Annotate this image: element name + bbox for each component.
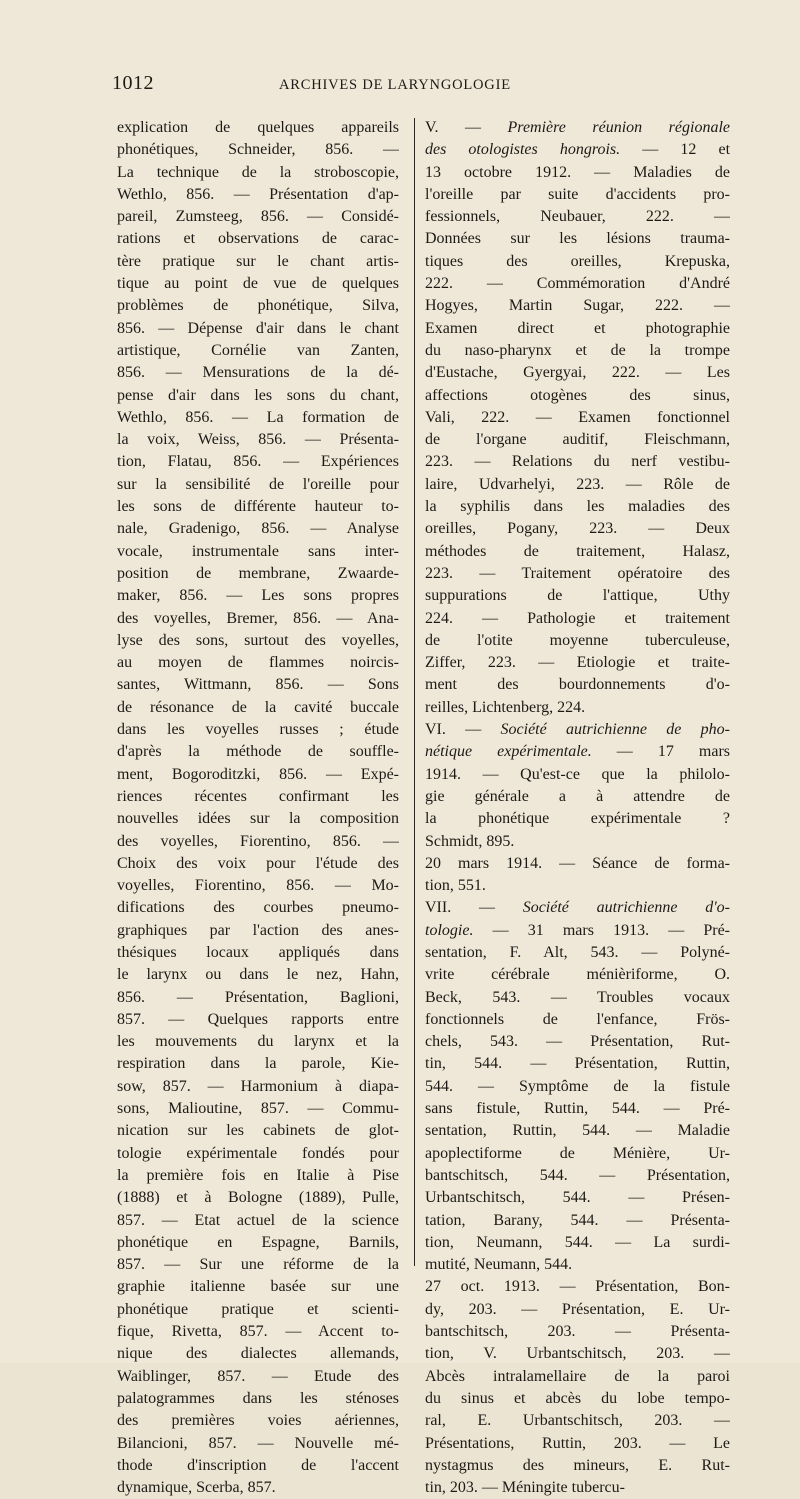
text-segment: Abcès intralamellaire de la paroi (425, 1367, 730, 1385)
text-line (425, 541, 730, 563)
text-line (425, 1433, 730, 1455)
text-line: position de membrane, Zwaarde- (117, 564, 399, 582)
text-line (425, 1343, 730, 1365)
text-line (425, 496, 730, 518)
text-line (425, 1366, 730, 1388)
text-line: des voyelles, Fiorentino, 856. — (117, 832, 399, 850)
text-line: les mouvements du larynx et la (117, 1033, 399, 1051)
text-segment: 544. — Symptôme de la fistule (425, 1077, 730, 1095)
text-segment: 223. — Relations du nerf vestibu- (425, 453, 730, 471)
text-line: riences récentes confirmant les (117, 787, 399, 805)
text-line: tique au point de vue de quelques (117, 275, 399, 293)
text-line: nication sur les cabinets de glot- (117, 1122, 399, 1140)
text-line (425, 1009, 730, 1031)
text-line: les sons de différente hauteur to- (117, 498, 399, 516)
text-line (425, 1477, 730, 1499)
text-segment: affections otogènes des sinus, (425, 386, 730, 404)
text-line: dans les voyelles russes ; étude (117, 721, 399, 739)
text-segment: sans fistule, Ruttin, 544. — Pré- (425, 1100, 730, 1118)
text-segment: Examen direct et photographie (425, 319, 730, 337)
text-segment: VII. — (425, 899, 523, 917)
text-line (425, 518, 730, 540)
text-segment: Urbantschitsch, 544. — Présen- (425, 1189, 730, 1207)
text-line: fique, Rivetta, 857. — Accent to- (117, 1323, 399, 1341)
text-line: Bilancioni, 857. — Nouvelle mé- (117, 1434, 399, 1452)
text-line: pareil, Zumsteeg, 856. — Considé- (117, 208, 399, 226)
text-line: nale, Gradenigo, 856. — Analyse (117, 520, 399, 538)
text-line: 856. — Mensurations de la dé- (117, 364, 399, 382)
text-line: santes, Wittmann, 856. — Sons (117, 676, 399, 694)
text-line (425, 407, 730, 429)
text-line: phonétique pratique et scienti- (117, 1300, 399, 1318)
text-line (425, 563, 730, 585)
text-line (425, 1321, 730, 1343)
text-segment: sentation, Ruttin, 544. — Maladie (425, 1122, 730, 1140)
text-line (425, 875, 730, 897)
text-line (425, 429, 730, 451)
text-line: rations et observations de carac- (117, 230, 399, 248)
text-segment: de l'otite moyenne tuberculeuse, (425, 631, 730, 649)
text-segment: Ziffer, 223. — Etiologie et traite- (425, 654, 730, 672)
text-line: 857. — Etat actuel de la science (117, 1211, 399, 1229)
text-line (425, 920, 730, 942)
text-line: sur la sensibilité de l'oreille pour (117, 475, 399, 493)
text-line: sons, Malioutine, 857. — Commu- (117, 1100, 399, 1118)
text-line (425, 139, 730, 161)
text-line (425, 228, 730, 250)
text-line: (1888) et à Bologne (1889), Pulle, (117, 1189, 399, 1207)
text-segment: tation, Barany, 544. — Présenta- (425, 1211, 730, 1229)
text-line: 857. — Quelques rapports entre (117, 1010, 399, 1028)
text-line (425, 251, 730, 273)
text-line: graphiques par l'action des anes- (117, 921, 399, 939)
text-segment: tin, 203. — Méningite tubercu- (425, 1479, 625, 1497)
text-segment: l'oreille par suite d'accidents pro- (425, 185, 730, 203)
text-line: pense d'air dans les sons du chant, (117, 386, 399, 404)
text-segment: la phonétique expérimentale ? (425, 810, 730, 828)
text-line (425, 741, 730, 763)
italic-heading-segment: nétique expérimentale. (425, 743, 592, 761)
text-segment: gie générale a à attendre de (425, 787, 730, 805)
text-line (425, 385, 730, 407)
text-line: au moyen de flammes noircis- (117, 654, 399, 672)
italic-heading-segment: des otologistes hongrois. (425, 141, 621, 159)
running-title: ARCHIVES DE LARYNGOLOGIE (279, 77, 511, 93)
text-line: des voyelles, Bremer, 856. — Ana- (117, 609, 399, 627)
right-column (425, 117, 730, 1499)
text-segment: — 17 mars (591, 743, 730, 761)
text-line (425, 719, 730, 741)
text-line (425, 652, 730, 674)
text-line (425, 273, 730, 295)
text-line (425, 1455, 730, 1477)
text-line: artistique, Cornélie van Zanten, (117, 341, 399, 359)
italic-heading-segment: Société autrichienne d'o- (522, 899, 730, 917)
text-line (425, 1276, 730, 1298)
text-line: La technique de la stroboscopie, (117, 163, 399, 181)
text-line (425, 1143, 730, 1165)
text-segment: mutité, Neumann, 544. (425, 1256, 573, 1274)
text-line (425, 1120, 730, 1142)
text-line: 856. — Dépense d'air dans le chant (117, 319, 399, 337)
text-line (425, 853, 730, 875)
text-line: maker, 856. — Les sons propres (117, 587, 399, 605)
text-line: nique des dialectes allemands, (117, 1345, 399, 1363)
text-segment: oreilles, Pogany, 223. — Deux (425, 520, 730, 538)
text-segment: tion, Neumann, 544. — La surdi- (425, 1233, 730, 1251)
text-segment: de l'organe auditif, Fleischmann, (425, 431, 730, 449)
text-segment: VI. — (425, 721, 501, 739)
text-segment: du naso-pharynx et de la trompe (425, 341, 730, 359)
text-line: thésiques locaux appliqués dans (117, 943, 399, 961)
text-segment: apoplectiforme de Ménière, Ur- (425, 1144, 730, 1162)
text-segment: dy, 203. — Présentation, E. Ur- (425, 1300, 730, 1318)
text-segment: sentation, F. Alt, 543. — Polyné- (425, 943, 730, 961)
text-line: tère pratique sur le chant artis- (117, 252, 399, 270)
text-segment: Données sur les lésions trauma- (425, 230, 730, 248)
text-segment: tion, V. Urbantschitsch, 203. — (425, 1345, 730, 1363)
text-line: ment, Bogoroditzki, 856. — Expé- (117, 765, 399, 783)
text-line: difications des courbes pneumo- (117, 899, 399, 917)
text-line (425, 808, 730, 830)
text-line (425, 1299, 730, 1321)
text-line: explication de quelques appareils (117, 119, 399, 136)
text-line: 856. — Présentation, Baglioni, (117, 988, 399, 1006)
text-line (425, 697, 730, 719)
text-line: des premières voies aériennes, (117, 1412, 399, 1430)
text-line (425, 608, 730, 630)
text-segment: 13 octobre 1912. — Maladies de (425, 163, 730, 181)
text-segment: — 31 mars 1913. — Pré- (473, 921, 730, 939)
italic-heading-segment: Première réunion régionale (507, 119, 730, 136)
text-segment: vrite cérébrale ménièriforme, O. (425, 966, 730, 984)
text-line: nouvelles idées sur la composition (117, 810, 399, 828)
text-segment: nystagmus des mineurs, E. Rut- (425, 1456, 730, 1474)
text-line: thode d'inscription de l'accent (117, 1456, 399, 1474)
text-line (425, 1187, 730, 1209)
text-segment: du sinus et abcès du lobe tempo- (425, 1389, 730, 1407)
text-line (425, 295, 730, 317)
text-segment: 222. — Commémoration d'André (425, 275, 730, 293)
text-segment: ment des bourdonnements d'o- (425, 676, 730, 694)
text-line (425, 674, 730, 696)
text-line (425, 897, 730, 919)
text-line (425, 451, 730, 473)
text-segment: chels, 543. — Présentation, Rut- (425, 1033, 730, 1051)
left-column (117, 117, 399, 1499)
text-segment: bantschitsch, 544. — Présentation, (425, 1166, 730, 1184)
text-line (425, 942, 730, 964)
text-line: dynamique, Scerba, 857. (117, 1479, 276, 1497)
text-line (425, 184, 730, 206)
text-segment: Vali, 222. — Examen fonctionnel (425, 408, 730, 426)
text-segment: reilles, Lichtenberg, 224. (425, 698, 586, 716)
text-line (425, 1210, 730, 1232)
text-segment: la syphilis dans les maladies des (425, 498, 730, 516)
text-line (425, 474, 730, 496)
text-segment: suppurations de l'attique, Uthy (425, 587, 730, 605)
text-line: le larynx ou dans le nez, Hahn, (117, 966, 399, 984)
page-header (0, 72, 800, 102)
text-line (425, 630, 730, 652)
text-segment: d'Eustache, Gyergyai, 222. — Les (425, 364, 730, 382)
text-segment: Beck, 543. — Troubles vocaux (425, 988, 730, 1006)
column-divider (414, 118, 415, 1266)
text-segment: Hogyes, Martin Sugar, 222. — (425, 297, 730, 315)
text-line (425, 585, 730, 607)
text-line (425, 786, 730, 808)
text-line: phonétiques, Schneider, 856. — (117, 141, 399, 159)
text-line: la voix, Weiss, 856. — Présenta- (117, 431, 399, 449)
text-segment: V. — (425, 119, 508, 136)
text-line (425, 1410, 730, 1432)
text-line: tologie expérimentale fondés pour (117, 1144, 399, 1162)
text-line (425, 117, 730, 139)
text-segment: 224. — Pathologie et traitement (425, 609, 730, 627)
text-line (425, 1165, 730, 1187)
text-segment: 1914. — Qu'est-ce que la philolo- (425, 765, 730, 783)
text-segment: 223. — Traitement opératoire des (425, 564, 730, 582)
text-line: respiration dans la parole, Kie- (117, 1055, 399, 1073)
text-line: Wethlo, 856. — La formation de (117, 408, 399, 426)
text-line (425, 206, 730, 228)
text-line: 857. — Sur une réforme de la (117, 1256, 399, 1274)
text-line: vocale, instrumentale sans inter- (117, 542, 399, 560)
text-line (425, 987, 730, 1009)
text-segment: Présentations, Ruttin, 203. — Le (425, 1434, 730, 1452)
text-line (425, 764, 730, 786)
text-line (425, 1388, 730, 1410)
text-segment: — 12 et (620, 141, 730, 159)
text-segment: tiques des oreilles, Krepuska, (425, 252, 730, 270)
text-line (425, 831, 730, 853)
text-line: palatogrammes dans les sténoses (117, 1389, 399, 1407)
italic-heading-segment: Société autrichienne de pho- (500, 721, 730, 739)
text-segment: tion, 551. (425, 877, 486, 895)
text-line (425, 1254, 730, 1276)
text-line (425, 1053, 730, 1075)
text-segment: fessionnels, Neubauer, 222. — (425, 208, 730, 226)
text-segment: ral, E. Urbantschitsch, 203. — (425, 1412, 730, 1430)
text-segment: fonctionnels de l'enfance, Frös- (425, 1010, 730, 1028)
italic-heading-segment: tologie. (425, 921, 474, 939)
text-line: problèmes de phonétique, Silva, (117, 297, 399, 315)
text-line: Wethlo, 856. — Présentation d'ap- (117, 185, 399, 203)
text-line: Choix des voix pour l'étude des (117, 854, 399, 872)
text-line: phonétique en Espagne, Barnils, (117, 1233, 399, 1251)
text-segment: laire, Udvarhelyi, 223. — Rôle de (425, 475, 730, 493)
text-segment: 20 mars 1914. — Séance de forma- (425, 854, 730, 872)
text-line (425, 1076, 730, 1098)
text-segment: bantschitsch, 203. — Présenta- (425, 1323, 730, 1341)
text-segment: 27 oct. 1913. — Présentation, Bon- (425, 1278, 730, 1296)
text-line: de résonance de la cavité buccale (117, 698, 399, 716)
text-line: lyse des sons, surtout des voyelles, (117, 631, 399, 649)
text-line: voyelles, Fiorentino, 856. — Mo- (117, 877, 399, 895)
text-line: sow, 857. — Harmonium à diapa- (117, 1077, 399, 1095)
text-line (425, 1232, 730, 1254)
text-segment: méthodes de traitement, Halasz, (425, 542, 730, 560)
text-line (425, 964, 730, 986)
text-line: d'après la méthode de souffle- (117, 743, 399, 761)
text-line (425, 1031, 730, 1053)
text-line (425, 340, 730, 362)
text-line: tion, Flatau, 856. — Expériences (117, 453, 399, 471)
text-line (425, 362, 730, 384)
page-number: 1012 (112, 72, 154, 94)
text-line: Waiblinger, 857. — Etude des (117, 1367, 399, 1385)
text-line: graphie italienne basée sur une (117, 1278, 399, 1296)
text-line (425, 162, 730, 184)
text-line (425, 1098, 730, 1120)
text-line: la première fois en Italie à Pise (117, 1166, 399, 1184)
text-segment: Schmidt, 895. (425, 832, 515, 850)
text-segment: tin, 544. — Présentation, Ruttin, (425, 1055, 730, 1073)
text-line (425, 318, 730, 340)
